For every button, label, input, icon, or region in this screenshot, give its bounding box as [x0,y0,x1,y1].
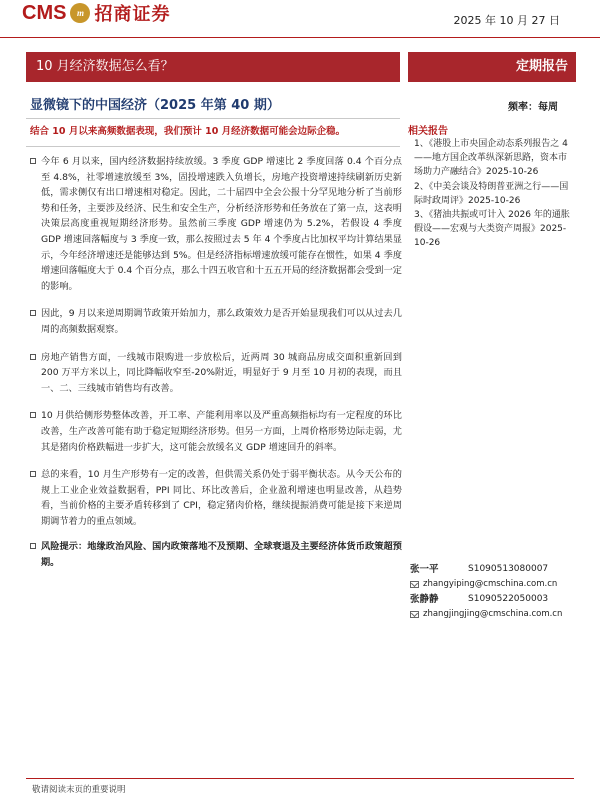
bullet-square-icon [30,354,36,360]
bullet-text: 因此，9 月以来逆周期调节政策开始加力，那么政策效力是否开始显现我们可以从过去几周的高频数据观察。 [41,308,402,335]
header-divider [0,37,600,38]
bullet-item [30,408,402,455]
bullet-square-icon [30,471,36,477]
report-type-label: 定期报告 [408,52,576,82]
analyst-card [410,592,580,621]
analyst-name: 张一平 [410,564,439,575]
analyst-row [410,592,580,607]
body-bullets [30,154,402,571]
risk-warning [30,539,402,570]
mail-icon [410,611,419,618]
analyst-row [410,562,580,577]
analyst-name: 张静静 [410,594,439,605]
bullet-item [30,467,402,529]
bullet-text: 10 月供给侧形势整体改善，开工率、产能利用率以及严重高频指标均有一定程度的环比改善，生产改善可能有助于稳定短期经济形势。但另一方面，上周价格形势边际走弱，尤其是猪肉价格跌幅进一步扩大，这可能会放缓名义 GDP 增速回升的斜率。 [41,410,402,453]
risk-warning-text: 风险提示：地缘政治风险、国内政策落地不及预期、全球衰退及主要经济体货币政策超预期。 [41,541,402,569]
bullet-text: 今年 6 月以来，国内经济数据持续放缓。3 季度 GDP 增速比 2 季度回落 0.4 个百分点至 4.8%，社零增速放缓至 3%，固投增速跌入负增长，房地产投资增速持续刷新历史新低，需求侧仅有出口增速相对稳定。因此，二十届四中全会公报十分罕见地分析了当前形势和任务，主要涉及经济、民生和安全生产，分析经济形势和任务放在了第一点，这表明决策层高度重视短期经济形势。虽然前三季度 GDP 增速仍为 5.2%，若假设 4 季度 GDP 增速回落幅度与 3 季度一致，那么按照过去 5 年 4 个季度占比加权平均计算结果显示，今年经济增速还是能够达到 5%。但是经济指标增速放缓可能存在惯性，如果 4 季度增速回落幅度大于 0.4 个百分点，那么十四五收官和十五五开局的经济数据都会受到一定的影响。 [41,156,402,292]
related-reports-title: 相关报告 [408,126,448,137]
report-title: 10 月经济数据怎么看？ [26,52,400,82]
analyst-cert: S1090522050003 [468,594,549,604]
footer-note: 敬请阅读末页的重要说明 [32,785,126,795]
related-report-link[interactable]: 3、《猪油共振或可计入 2026 年的通胀假设——宏观与大类资产周报》2025-10-26 [414,210,570,249]
bullet-item [30,154,402,294]
analyst-email[interactable] [410,577,580,591]
footer-divider [26,778,574,779]
logo-latin: CMS [22,1,67,24]
analyst-card [410,562,580,591]
analyst-email-text[interactable]: zhangyiping@cmschina.com.cn [423,579,558,589]
report-subtitle: 显微镜下的中国经济（2025 年第 40 期） [30,98,280,113]
brand-logo [22,0,170,26]
related-reports-list [414,137,572,251]
bullet-item [30,350,402,397]
bullet-square-icon [30,412,36,418]
bullet-square-icon [30,543,36,549]
report-date: 2025 年 10 月 27 日 [453,14,560,27]
analyst-email[interactable] [410,607,580,621]
bullet-text: 总的来看，10 月生产形势有一定的改善，但供需关系仍处于弱平衡状态。从今天公布的规上工业企业效益数据看，PPI 同比、环比改善后，企业盈利增速也明显改善，从趋势看，当前价格的主要矛盾转移到了 CPI，稳定猪肉价格，继续提振消费可能是接下来逆周期调节着力的重点领域。 [41,469,402,527]
related-report-link[interactable]: 1、《港股上市央国企动态系列报告之 4——地方国企改革纵深新思路，资本市场助力产融结合》2025-10-26 [414,139,568,178]
logo-emblem-icon: m [70,3,90,23]
report-frequency: 频率：每周 [508,102,558,113]
bullet-square-icon [30,310,36,316]
bullet-item [30,306,402,337]
bullet-square-icon [30,158,36,164]
bullet-text: 房地产销售方面，一线城市限购进一步放松后，近两周 30 城商品房成交面积重新回到 200 万平方米以上，同比降幅收窄至-20%附近，明显好于 9 月至 10 月初的表现，而且一、二、三线城市销售均有改善。 [41,351,402,394]
summary-divider [26,146,400,147]
logo-chinese: 招商证券 [94,4,171,25]
subtitle-divider [26,118,400,119]
mail-icon [410,581,419,588]
analyst-email-text[interactable]: zhangjingjing@cmschina.com.cn [423,609,563,619]
summary-text: 结合 10 月以来高频数据表现，我们预计 10 月经济数据可能会边际企稳。 [30,126,346,137]
related-report-link[interactable]: 2、《中美会谈及特朗普亚洲之行——国际时政周评》2025-10-26 [414,181,569,206]
analyst-cert: S1090513080007 [468,564,549,574]
